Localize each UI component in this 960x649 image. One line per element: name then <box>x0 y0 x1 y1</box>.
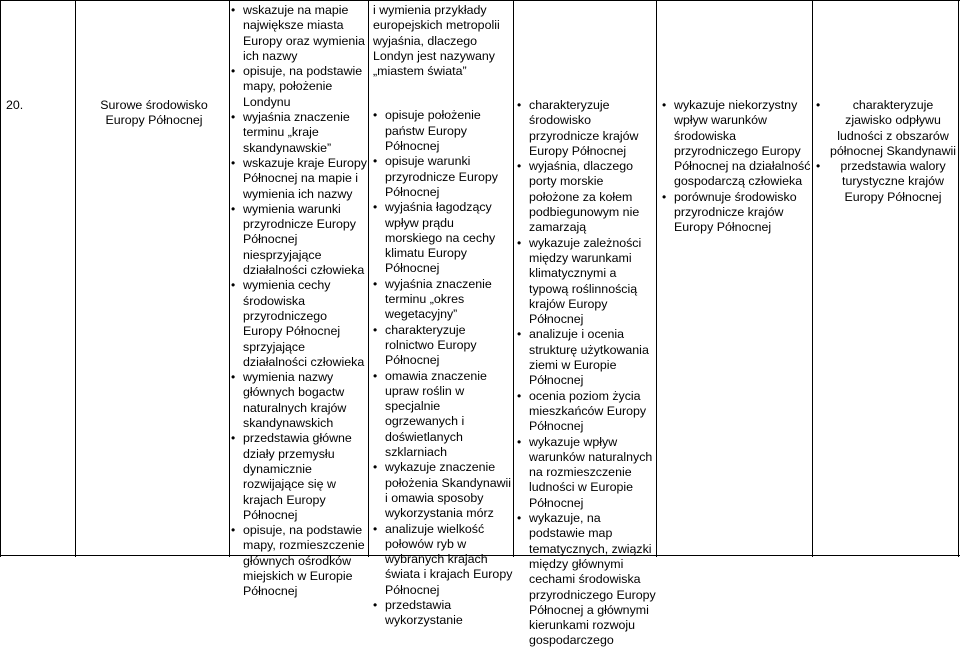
column-divider <box>229 0 230 557</box>
list-item: • opisuje położenie państw Europy Północnej <box>373 108 513 154</box>
list-item: • wyjaśnia znaczenie terminu „kraje skandynawskie” <box>231 110 368 156</box>
list-item: • wykazuje, na podstawie map tematycznych, związki między głównymi cechami środowiska przyrodniczego Europy Północnej a głównymi kierunkami rozwoju gospodarczego <box>517 511 656 649</box>
requirements-list-4 <box>662 98 812 236</box>
list-item: • wskazuje na mapie największe miasta Europy oraz wymienia ich nazwy <box>231 3 368 64</box>
list-item: • omawia znaczenie upraw roślin w specjalnie ogrzewanych i doświetlanych szklarniach <box>373 369 513 461</box>
requirements-list-1 <box>231 3 368 600</box>
list-item: • charakteryzuje zjawisko odpływu ludności z obszarów północnej Skandynawii <box>816 98 958 159</box>
table-top-border <box>0 0 960 1</box>
column-divider <box>812 0 813 557</box>
list-item: • charakteryzuje środowisko przyrodnicze krajów Europy Północnej <box>517 98 656 159</box>
list-item: • przedstawia walory turystyczne krajów Europy Północnej <box>816 159 958 205</box>
list-item: • przedstawia główne działy przemysłu dynamicznie rozwijające się w krajach Europy Północnej <box>231 431 368 523</box>
list-item: • wykazuje niekorzystny wpływ warunków środowiska przyrodniczego Europy Północnej na działalność gospodarczą człowieka <box>662 98 812 190</box>
list-item: • opisuje, na podstawie mapy, położenie Londynu <box>231 64 368 110</box>
row-topic: Surowe środowisko Europy Północnej <box>100 98 208 128</box>
requirements-column-1 <box>231 3 368 600</box>
list-item: • wymienia nazwy głównych bogactw naturalnych krajów skandynawskich <box>231 370 368 431</box>
list-item: • ocenia poziom życia mieszkańców Europy Północnej <box>517 389 656 435</box>
requirements-column-5 <box>816 98 958 205</box>
list-item: • wykazuje znaczenie położenia Skandynawii i omawia sposoby wykorzystania mórz <box>373 460 513 521</box>
list-item: • wykazuje wpływ warunków naturalnych na rozmieszczenie ludności w Europie Północnej <box>517 435 656 511</box>
column-divider <box>656 0 657 557</box>
list-item: • przedstawia wykorzystanie <box>373 598 513 629</box>
row-number: 20. <box>6 98 24 112</box>
list-item: • analizuje i ocenia strukturę użytkowania ziemi w Europie Północnej <box>517 327 656 388</box>
list-item: • wyjaśnia znaczenie terminu „okres wegetacyjny” <box>373 277 513 323</box>
requirements-list-2 <box>373 108 513 628</box>
column-divider <box>513 0 514 557</box>
list-item: • opisuje, na podstawie mapy, rozmieszczenie głównych ośrodków miejskich w Europie Północnej <box>231 523 368 599</box>
requirements-column-4 <box>662 98 812 236</box>
continued-text: i wymienia przykłady europejskich metropolii wyjaśnia, dlaczego Londyn jest nazywany „miastem świata” <box>373 3 500 79</box>
list-item: • charakteryzuje rolnictwo Europy Północnej <box>373 323 513 369</box>
list-item: • porównuje środowisko przyrodnicze krajów Europy Północnej <box>662 190 812 236</box>
column-divider <box>75 0 76 557</box>
requirements-list-3 <box>517 98 656 649</box>
list-item: • wyjaśnia, dlaczego porty morskie położone za kołem podbiegunowym nie zamarzają <box>517 159 656 235</box>
table-left-border <box>0 0 1 557</box>
list-item: • wyjaśnia łagodzący wpływ prądu morskiego na cechy klimatu Europy Północnej <box>373 200 513 276</box>
requirements-column-3 <box>517 98 656 649</box>
list-item: • wykazuje zależności między warunkami klimatycznymi a typową roślinnością krajów Europy Północnej <box>517 236 656 328</box>
list-item: • wymienia warunki przyrodnicze Europy Północnej niesprzyjające działalności człowieka <box>231 202 368 278</box>
requirements-list-5 <box>816 98 958 205</box>
list-item: • wskazuje kraje Europy Północnej na mapie i wymienia ich nazwy <box>231 156 368 202</box>
list-item: • wymienia cechy środowiska przyrodniczego Europy Północnej sprzyjające działalności człowieka <box>231 278 368 370</box>
table-right-border <box>958 0 959 557</box>
requirements-column-2 <box>373 3 513 629</box>
column-divider <box>368 0 369 557</box>
list-item: • analizuje wielkość połowów ryb w wybranych krajach świata i krajach Europy Północnej <box>373 522 513 598</box>
list-item: • opisuje warunki przyrodnicze Europy Północnej <box>373 154 513 200</box>
